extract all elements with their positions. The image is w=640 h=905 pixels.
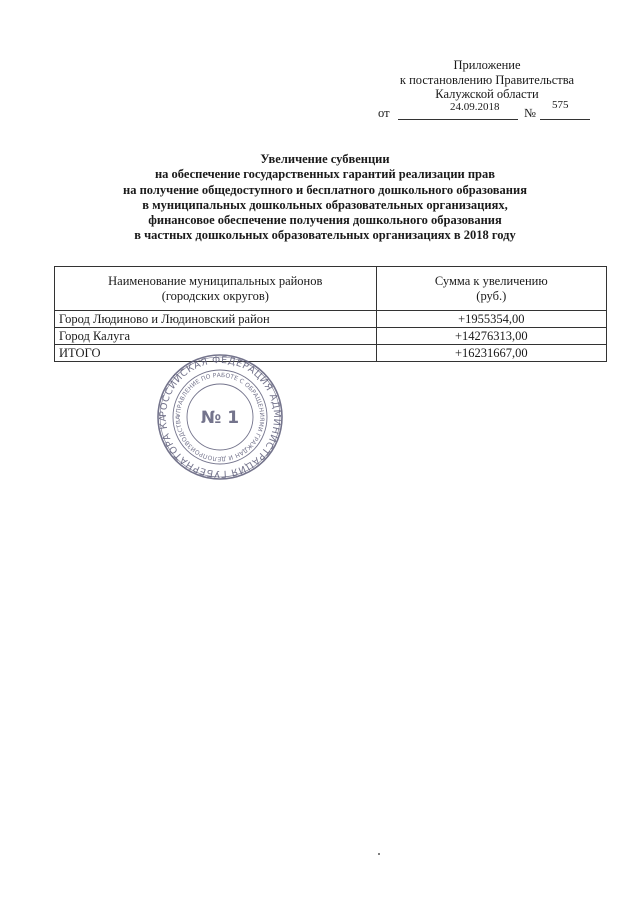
title-line: на получение общедоступного и бесплатного дошкольного образования <box>123 182 527 197</box>
appendix-line-2: к постановлению Правительства <box>399 72 575 87</box>
appendix-header <box>372 58 602 122</box>
municipality-name: Город Людиново и Людиновский район <box>55 311 377 328</box>
resolution-number: 575 <box>552 98 569 111</box>
seal-middle-text: УПРАВЛЕНИЕ ПО РАБОТЕ С ОБРАЩЕНИЯМИ ГРАЖДАН И ДЕЛОПРОИЗВОДСТВА <box>174 371 266 463</box>
title-line: в частных дошкольных образовательных организациях в 2018 году <box>134 228 516 243</box>
header-amount <box>376 267 606 311</box>
header-municipality <box>55 267 377 311</box>
amount-value: +14276313,00 <box>376 328 606 345</box>
title-line: Увеличение субвенции <box>260 152 390 166</box>
date-underline <box>398 119 518 120</box>
total-label: ИТОГО <box>55 345 377 362</box>
official-seal <box>155 352 285 482</box>
seal-stamp-icon <box>155 352 285 482</box>
header-municipality-line-2: (городских округов) <box>161 288 269 303</box>
seal-outer-text: РОССИЙСКАЯ ФЕДЕРАЦИЯ АДМИНИСТРАЦИЯ ГУБЕРНАТОРА КА <box>157 354 283 480</box>
header-amount-line-1: Сумма к увеличению <box>434 274 548 288</box>
document-title <box>70 152 580 244</box>
number-underline <box>540 119 590 120</box>
total-amount: +16231667,00 <box>376 345 606 362</box>
title-line: в муниципальных дошкольных образовательных организациях, <box>142 197 508 212</box>
table-header-row <box>55 267 607 311</box>
number-label: № <box>524 105 536 120</box>
header-amount-line-2: (руб.) <box>476 288 507 303</box>
from-label: от <box>378 105 390 120</box>
resolution-date: 24.09.2018 <box>450 100 500 113</box>
subsidy-table <box>54 266 607 362</box>
title-line: финансовое обеспечение получения дошкольного образования <box>148 213 502 228</box>
appendix-line-1: Приложение <box>453 58 521 72</box>
table-total-row <box>55 345 607 362</box>
scan-artifact-dot <box>378 853 380 855</box>
header-municipality-line-1: Наименование муниципальных районов <box>108 274 323 288</box>
table-row <box>55 328 607 345</box>
appendix-line-3: Калужской области <box>435 87 539 102</box>
appendix-date-number-line <box>372 98 602 122</box>
amount-value: +1955354,00 <box>376 311 606 328</box>
municipality-name: Город Калуга <box>55 328 377 345</box>
title-line: на обеспечение государственных гарантий реализации прав <box>154 167 496 182</box>
seal-center-text: № 1 <box>200 408 240 428</box>
table-row <box>55 311 607 328</box>
